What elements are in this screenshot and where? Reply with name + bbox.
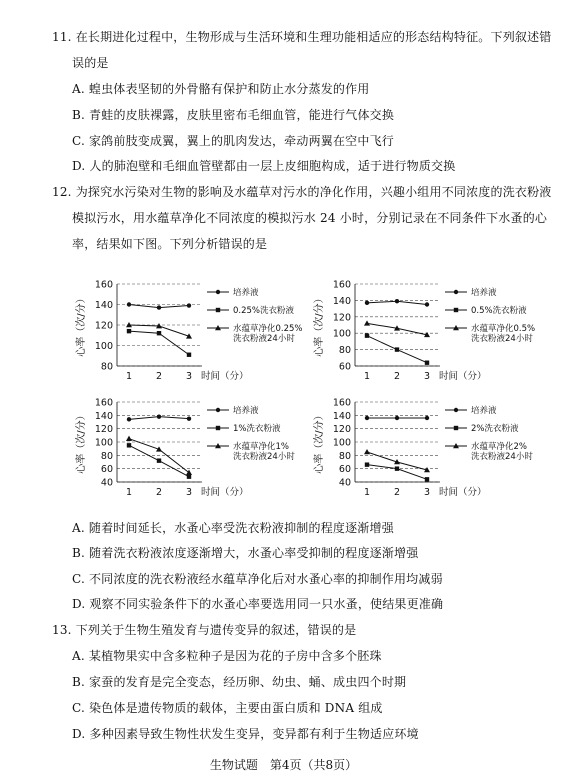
data-point-circle [365,416,369,420]
text-line: 模拟污水，用水蕴草净化不同浓度的模拟污水 24 小时，分别记录在不同条件下水蚤的心 [72,211,548,225]
y-axis-label: 心率（次/分） [76,293,87,357]
text-line: 12. 为探究水污染对生物的影响及水蕴草对污水的净化作用，兴趣小组用不同浓度的洗衣粉液 [52,185,552,199]
legend-label: 培养液 [233,406,259,416]
text-line: C. 家鸽前肢变成翼，翼上的肌肉发达，牵动两翼在空中飞行 [72,134,394,148]
text-line: D. 人的肺泡壁和毛细血管壁都由一层上皮细胞构成，适于进行物质交换 [72,159,456,173]
y-tick-label: 160 [332,397,351,409]
y-axis-label: 心率（次/分） [314,410,325,474]
data-point-circle [454,408,458,412]
x-tick-label: 1 [363,371,371,382]
x-axis-label: 时间（分） [201,487,249,498]
data-point-square [395,347,399,351]
y-tick-label: 140 [332,295,351,307]
y-tick-label: 120 [332,312,351,324]
legend-label: 培养液 [233,288,259,298]
text-line: C. 不同浓度的洗衣粉液经水蕴草净化后对水蚤心率的抑制作用均减弱 [72,572,443,586]
data-point-square [365,462,369,466]
text-line: D. 观察不同实验条件下的水蚤心率要选用同一只水蚤，使结果更准确 [72,597,444,611]
text-line: A. 蝗虫体表坚韧的外骨骼有保护和防止水分蒸发的作用 [72,82,370,96]
x-tick-label: 3 [185,371,193,382]
legend-label: 培养液 [471,406,497,416]
x-tick-label: 2 [155,487,163,498]
y-tick-label: 100 [94,341,113,352]
y-tick-label: 60 [338,361,351,373]
text-line: 率，结果如下图。下列分析错误的是 [72,237,268,251]
text-line: 误的是 [72,56,109,70]
y-tick-label: 160 [94,397,113,409]
chart-1pct [72,394,302,504]
legend-label: 水蕴草净化0.25% [233,324,303,334]
data-point-circle [216,290,220,294]
text-line: A. 某植物果实中含多粒种子是因为花的子房中含多个胚珠 [72,649,382,663]
y-tick-label: 100 [332,437,351,449]
legend-label: 2%洗衣粉液 [471,424,519,434]
legend-label: 1%洗衣粉液 [233,424,281,434]
x-tick-label: 3 [423,487,431,498]
data-point-square [157,331,161,335]
x-tick-label: 2 [393,371,401,382]
legend-label: 培养液 [471,288,497,298]
data-point-square [454,426,458,430]
x-axis-label: 时间（分） [201,371,249,382]
y-tick-label: 160 [332,279,351,291]
x-axis-label: 时间（分） [439,371,487,382]
data-point-square [216,426,220,430]
text-line: 11. 在长期进化过程中，生物形成与生活环境和生理功能相适应的形态结构特征。下列叙述错 [52,30,552,44]
y-axis-label: 心率（次/分） [76,410,87,474]
y-axis-label: 心率（次/分） [314,293,325,357]
y-tick-label: 60 [100,464,113,476]
text-line: B. 家蚕的发育是完全变态，经历卵、幼虫、蛹、成虫四个时期 [72,675,407,689]
data-point-circle [425,416,429,420]
y-tick-label: 40 [338,477,351,489]
data-point-square [187,474,191,478]
text-line: B. 随着洗衣粉液浓度逐渐增大，水蚤心率受抑制的程度逐渐增强 [72,546,419,560]
data-point-square [127,443,131,447]
data-point-square [365,333,369,337]
data-point-circle [216,408,220,412]
y-tick-label: 120 [94,320,113,332]
data-point-square [395,466,399,470]
x-tick-label: 1 [363,487,371,498]
x-tick-label: 3 [423,371,431,382]
text-line: D. 多种因素导致生物性状发生变异，变异都有利于生物适应环境 [72,727,419,741]
x-tick-label: 1 [125,487,133,498]
data-point-circle [425,302,429,306]
text-line: A. 随着时间延长，水蚤心率受洗衣粉液抑制的程度逐渐增强 [72,521,394,535]
legend-label: 0.5%洗衣粉液 [471,306,527,316]
data-point-square [127,329,131,333]
data-point-circle [395,299,399,303]
y-tick-label: 40 [100,477,113,489]
y-tick-label: 100 [94,437,113,449]
x-tick-label: 3 [185,487,193,498]
data-point-circle [365,301,369,305]
data-point-circle [454,290,458,294]
data-point-circle [157,305,161,309]
legend-label: 洗衣粉液24小时 [471,334,533,344]
legend-label: 洗衣粉液24小时 [233,452,295,462]
x-tick-label: 2 [393,487,401,498]
page-footer: 生物试题 第4页（共8页） [209,758,358,772]
y-tick-label: 80 [338,345,351,357]
chart-0.5pct [310,276,560,388]
y-tick-label: 120 [332,424,351,436]
data-point-square [425,477,429,481]
chart-2pct [310,394,560,504]
y-tick-label: 160 [94,279,113,291]
chart-0.25pct [72,276,302,388]
y-tick-label: 140 [94,410,113,422]
legend-label: 洗衣粉液24小时 [471,452,533,462]
data-point-circle [127,302,131,306]
data-point-square [216,308,220,312]
data-point-square [425,361,429,365]
data-point-circle [127,417,131,421]
data-point-square [187,353,191,357]
data-point-square [157,458,161,462]
x-axis-label: 时间（分） [439,487,487,498]
legend-label: 水蕴草净化1% [233,442,289,452]
legend-label: 水蕴草净化0.5% [471,324,536,334]
y-tick-label: 80 [100,361,113,373]
data-point-triangle [126,436,132,441]
series-line [129,439,189,473]
data-point-triangle [364,320,370,325]
text-line: B. 青蛙的皮肤裸露，皮肤里密布毛细血管，能进行气体交换 [72,108,395,122]
y-tick-label: 60 [338,464,351,476]
data-point-circle [395,416,399,420]
y-tick-label: 120 [94,424,113,436]
text-line: C. 染色体是遗传物质的载体，主要由蛋白质和 DNA 组成 [72,701,383,715]
text-line: 13. 下列关于生物生殖发育与遗传变异的叙述，错误的是 [52,623,357,637]
y-tick-label: 100 [332,328,351,340]
data-point-circle [187,303,191,307]
y-tick-label: 140 [332,410,351,422]
legend-label: 0.25%洗衣粉液 [233,306,295,316]
y-tick-label: 80 [338,450,351,462]
legend-label: 洗衣粉液24小时 [233,334,295,344]
data-point-circle [187,416,191,420]
x-tick-label: 2 [155,371,163,382]
data-point-circle [157,414,161,418]
y-tick-label: 80 [100,450,113,462]
legend-label: 水蕴草净化2% [471,442,527,452]
x-tick-label: 1 [125,371,133,382]
y-tick-label: 140 [94,300,113,311]
data-point-triangle [364,449,370,454]
data-point-square [454,308,458,312]
